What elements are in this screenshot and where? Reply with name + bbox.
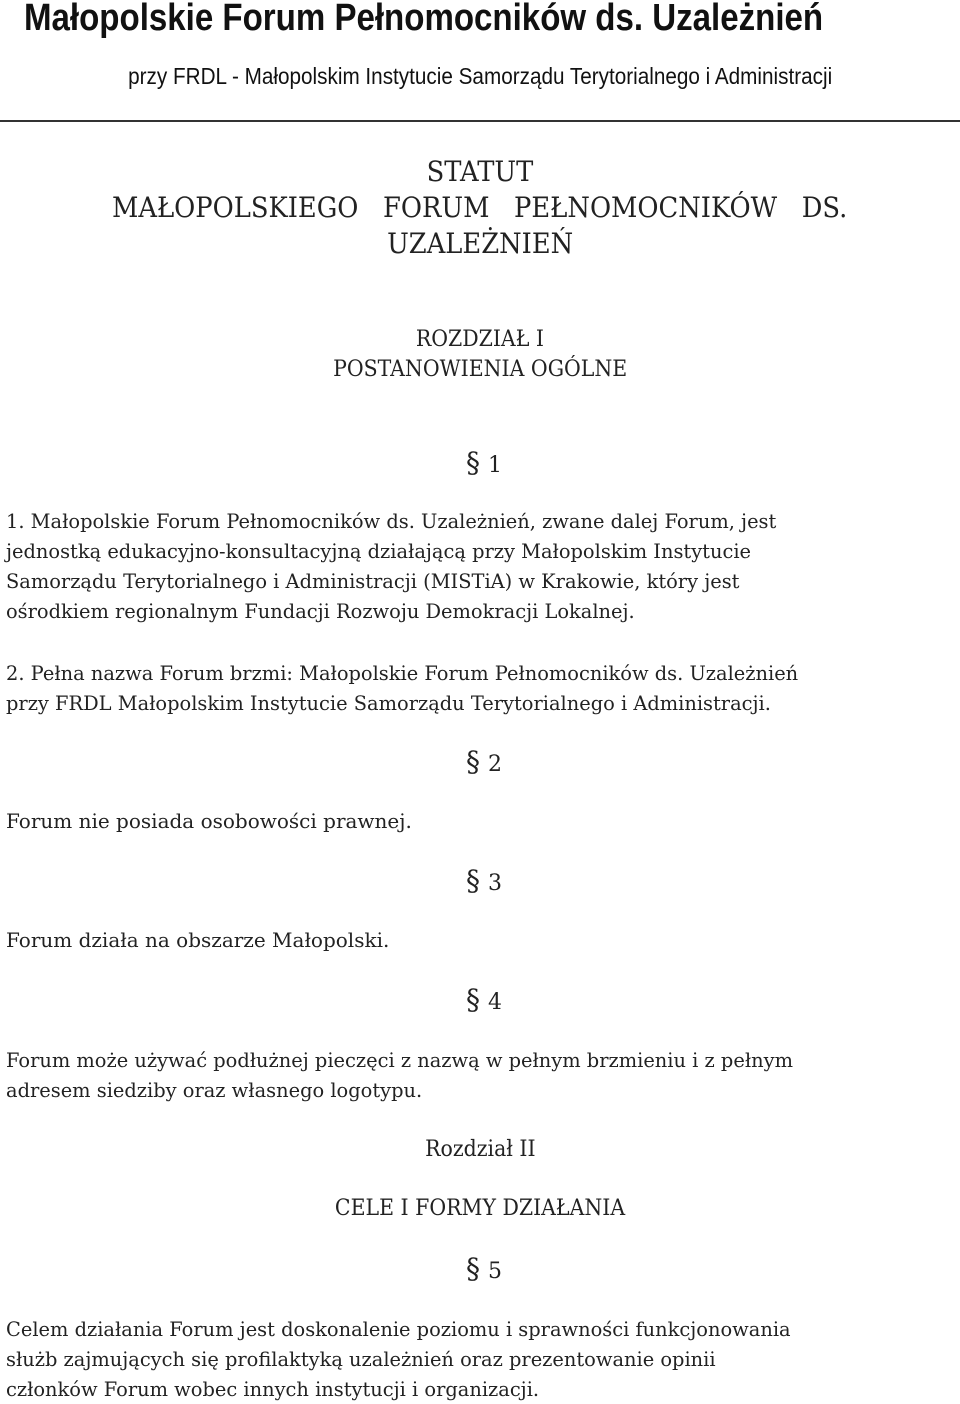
header-subtitle <box>0 60 960 92</box>
header-divider <box>0 120 960 122</box>
statute-title-line1-text: STATUT <box>426 155 534 188</box>
chapter1-subheading <box>0 355 960 385</box>
chapter2-heading <box>0 1135 960 1165</box>
header-subtitle-text: przy FRDL - Małopolskim Instytucie Samorządu Terytorialnego i Administracji <box>127 63 833 89</box>
section-4-paragraph <box>6 1045 952 1105</box>
chapter1-heading <box>0 325 960 355</box>
paragraph-2 <box>6 658 952 718</box>
section-symbol: § <box>466 864 480 897</box>
section-5-line: służb zajmujących się profilaktyką uzależnień oraz prezentowanie opinii <box>6 1347 716 1371</box>
statute-title-line3 <box>0 226 960 262</box>
paragraph-1-line: Samorządu Terytorialnego i Administracji (MISTiA) w Krakowie, który jest <box>6 569 740 593</box>
section-2-heading <box>466 747 502 780</box>
paragraph-1-line: 1. Małopolskie Forum Pełnomocników ds. Uzależnień, zwane dalej Forum, jest <box>6 509 777 533</box>
section-4-heading <box>466 985 502 1018</box>
section-5-paragraph <box>6 1314 952 1404</box>
section-2-text: Forum nie posiada osobowości prawnej. <box>6 809 412 833</box>
statute-title-line1 <box>0 154 960 190</box>
section-symbol: § <box>466 745 480 778</box>
section-number: 3 <box>488 871 502 896</box>
section-3-text: Forum działa na obszarze Małopolski. <box>6 928 390 952</box>
section-number: 2 <box>488 752 502 777</box>
section-symbol: § <box>466 1252 480 1285</box>
statute-title-line2 <box>0 190 960 226</box>
paragraph-2-line: przy FRDL Małopolskim Instytucie Samorządu Terytorialnego i Administracji. <box>6 691 771 715</box>
section-number: 5 <box>488 1259 502 1284</box>
chapter1-heading-text: ROZDZIAŁ I <box>415 327 545 352</box>
section-4-line: adresem siedziby oraz własnego logotypu. <box>6 1078 423 1102</box>
paragraph-1 <box>6 506 952 626</box>
chapter2-subheading <box>0 1194 960 1224</box>
statute-title-line2-text: MAŁOPOLSKIEGO FORUM PEŁNOMOCNIKÓW DS. <box>112 191 848 224</box>
section-5-heading <box>466 1254 502 1287</box>
chapter2-subheading-text: CELE I FORMY DZIAŁANIA <box>334 1196 626 1221</box>
chapter2-heading-text: Rozdział II <box>424 1137 536 1162</box>
section-1-heading <box>466 448 502 481</box>
paragraph-2-line: 2. Pełna nazwa Forum brzmi: Małopolskie Forum Pełnomocników ds. Uzależnień <box>6 661 799 685</box>
section-4-line: Forum może używać podłużnej pieczęci z nazwą w pełnym brzmieniu i z pełnym <box>6 1048 793 1072</box>
paragraph-1-line: jednostką edukacyjno-konsultacyjną działającą przy Małopolskim Instytucie <box>6 539 752 563</box>
section-number: 1 <box>488 453 502 478</box>
statute-title-line3-text: UZALEŻNIEŃ <box>386 227 574 260</box>
section-symbol: § <box>466 446 480 479</box>
section-symbol: § <box>466 983 480 1016</box>
section-5-line: członków Forum wobec innych instytucji i organizacji. <box>6 1377 540 1401</box>
section-5-line: Celem działania Forum jest doskonalenie poziomu i sprawności funkcjonowania <box>6 1317 791 1341</box>
section-3-heading <box>466 866 502 899</box>
section-number: 4 <box>488 990 502 1015</box>
paragraph-1-line: ośrodkiem regionalnym Fundacji Rozwoju Demokracji Lokalnej. <box>6 599 635 623</box>
chapter1-subheading-text: POSTANOWIENIA OGÓLNE <box>332 357 628 382</box>
header-title: Małopolskie Forum Pełnomocników ds. Uzależnień <box>24 0 824 39</box>
